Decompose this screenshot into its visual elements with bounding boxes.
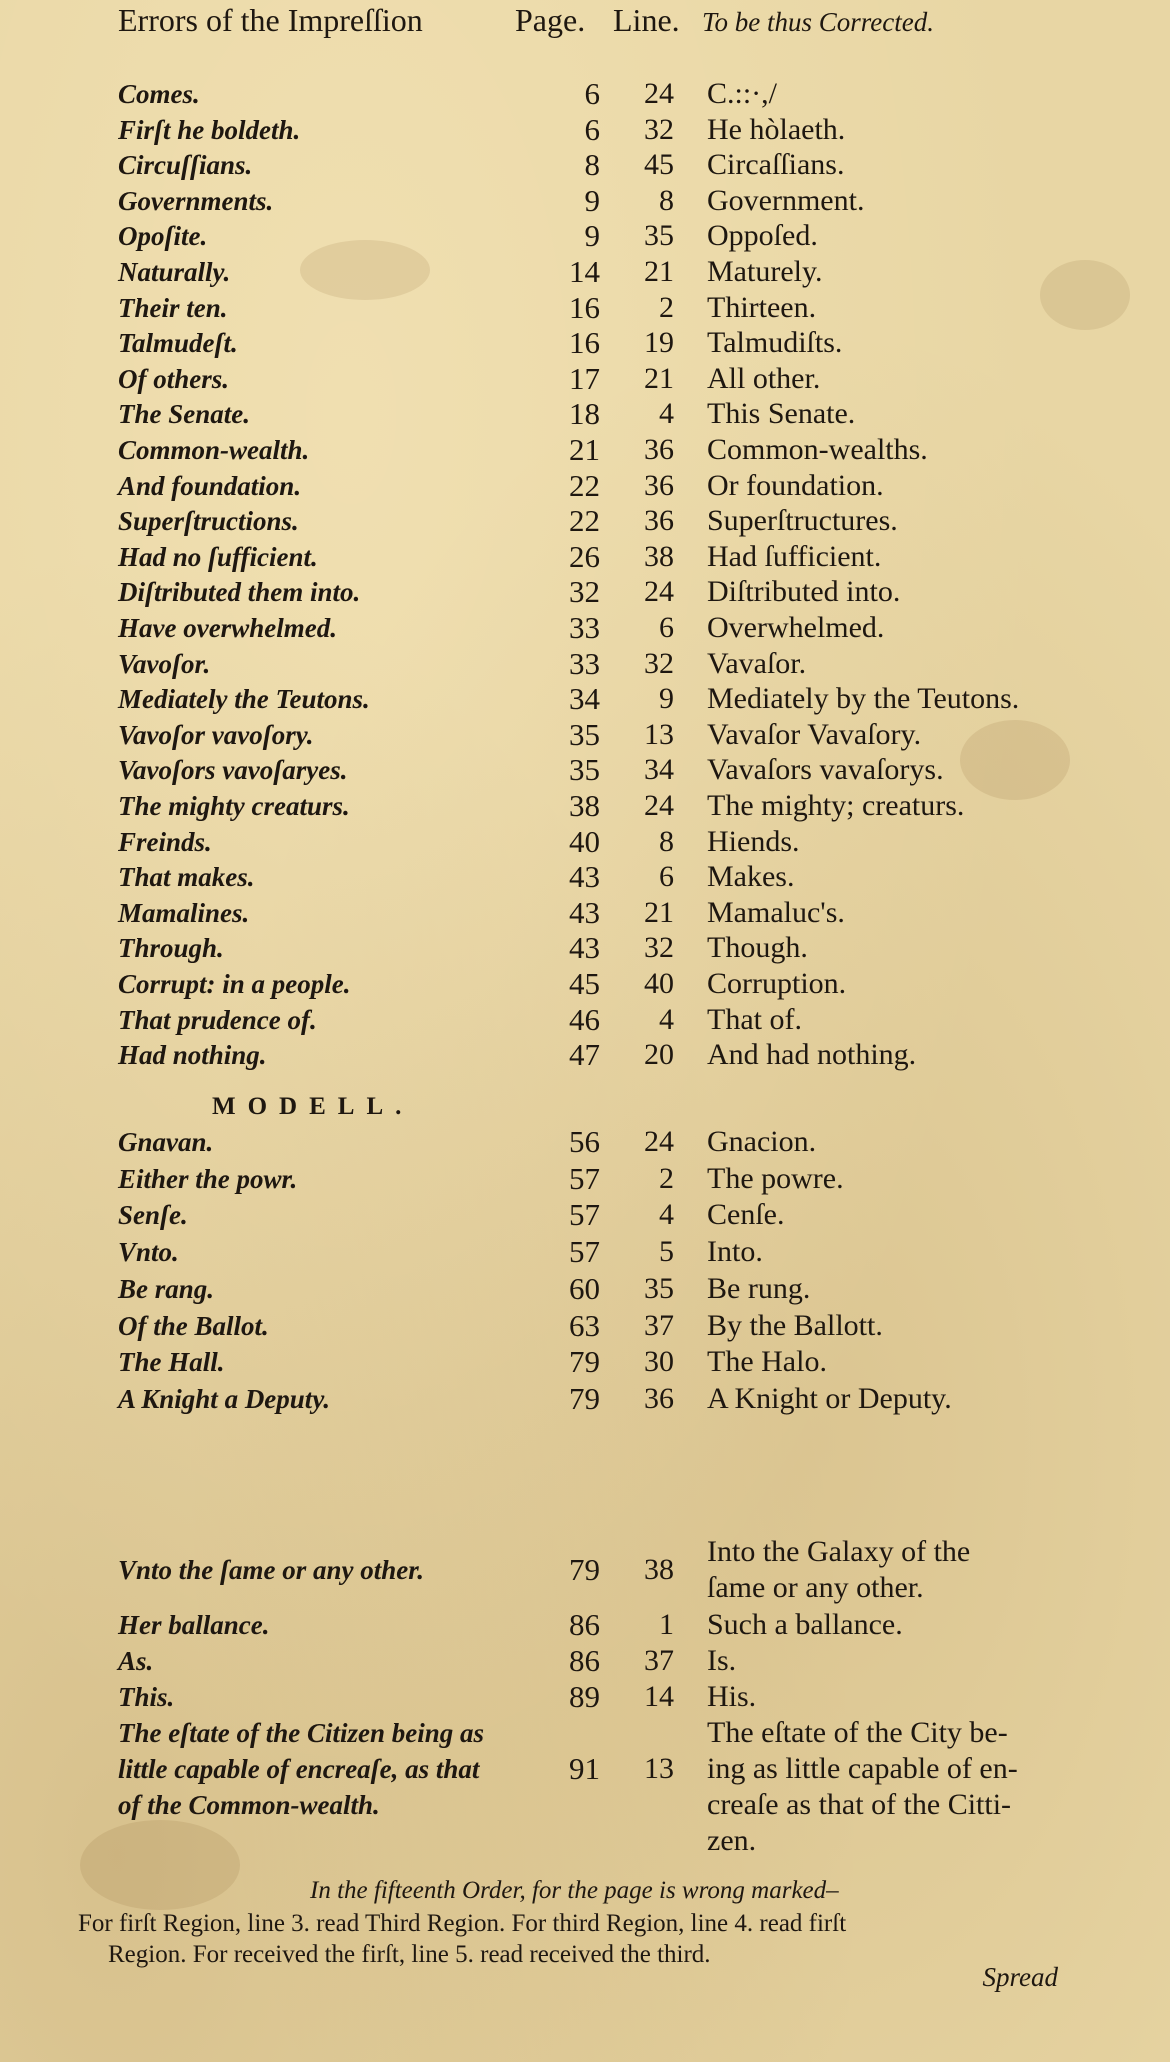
errata-row: [0, 1607, 1170, 1643]
errata-error: Mediately the Teutons.: [118, 684, 370, 715]
errata-row: [0, 290, 1170, 326]
errata-row: [0, 361, 1170, 397]
errata-line-number: 19: [644, 326, 674, 360]
errata-line-number: 8: [659, 183, 674, 217]
errata-line-number: 36: [644, 468, 674, 502]
errata-row: [0, 1344, 1170, 1380]
errata-page-number: 22: [569, 503, 600, 539]
errata-correction: Mediately by the Teutons.: [707, 682, 1020, 716]
errata-page-number: 63: [569, 1307, 600, 1343]
errata-page-number: 60: [569, 1270, 600, 1306]
errata-correction: Had ſufficient.: [707, 539, 882, 573]
errata-row: [0, 112, 1170, 148]
errata-correction: Talmudiſts.: [707, 326, 843, 360]
errata-error: Mamalines.: [118, 897, 250, 928]
correction-line: ſame or any other.: [707, 1571, 924, 1604]
errata-page-number: 91: [569, 1751, 600, 1786]
errata-correction: Makes.: [707, 860, 795, 894]
errata-line-number: 4: [659, 1198, 674, 1232]
errata-error: Opoſite.: [118, 221, 208, 252]
errata-line-number: 6: [659, 860, 674, 894]
errata-row: [0, 930, 1170, 966]
errata-line-number: 40: [644, 967, 674, 1000]
errata-error: Had no ſufficient.: [118, 541, 318, 572]
errata-page-number: 56: [569, 1124, 600, 1159]
errata-page-number: 79: [569, 1344, 600, 1380]
errata-line-number: 14: [644, 1680, 674, 1713]
errata-page-number: 32: [569, 574, 600, 610]
errata-page-number: 57: [569, 1160, 600, 1196]
header-page: Page.: [515, 2, 586, 38]
errata-correction: Vavaſors vavaſorys.: [707, 753, 944, 787]
errata-line-number: 37: [644, 1644, 674, 1677]
errata-line-number: 5: [659, 1235, 674, 1269]
errata-correction: His.: [707, 1680, 757, 1713]
errata-correction: Cenſe.: [707, 1198, 785, 1232]
errata-line-number: 32: [644, 931, 674, 965]
errata-page-number: 34: [569, 681, 600, 717]
errata-correction: Such a ballance.: [707, 1608, 903, 1641]
errata-correction: The Halo.: [707, 1345, 827, 1379]
errata-row: [0, 503, 1170, 539]
errata-line-number: 35: [644, 219, 674, 253]
errata-correction: He hòlaeth.: [707, 112, 846, 146]
errata-error: And foundation.: [118, 470, 302, 501]
errata-correction: Maturely.: [707, 255, 823, 288]
error-line: of the Common-wealth.: [118, 1790, 380, 1820]
errata-correction: Diſtributed into.: [707, 575, 901, 609]
errata-line-number: 37: [644, 1308, 674, 1342]
errata-error: Had nothing.: [118, 1040, 267, 1071]
errata-correction: Into.: [707, 1235, 763, 1269]
errata-line-number: 13: [644, 717, 674, 751]
errata-page-number: 18: [569, 396, 600, 432]
header-line: Line.: [613, 2, 680, 38]
errata-row: [0, 76, 1170, 112]
errata-row: [0, 1381, 1170, 1417]
errata-error: Diſtributed them into.: [118, 577, 361, 608]
correction-line: ing as little capable of en-: [707, 1752, 1018, 1785]
errata-page-number: 6: [584, 76, 600, 111]
stain: [80, 1820, 240, 1910]
errata-page-number: 57: [569, 1197, 600, 1233]
errata-error: Common-wealth.: [118, 435, 310, 465]
errata-error: Through.: [118, 933, 224, 964]
header-errors: Errors of the Impreſſion: [118, 2, 423, 38]
errata-error: Corrupt: in a people.: [118, 969, 351, 999]
errata-correction: And had nothing.: [707, 1038, 917, 1072]
errata-line-number: 8: [659, 824, 674, 858]
errata-page-number: 6: [584, 111, 600, 147]
errata-line-number: 21: [644, 361, 674, 395]
errata-row: [0, 895, 1170, 931]
errata-row: [0, 610, 1170, 646]
errata-line-number: 6: [659, 611, 674, 644]
errata-error: Talmudeſt.: [118, 328, 238, 359]
errata-error: Vavoſor vavoſory.: [118, 719, 314, 750]
correction-line: creaſe as that of the Citti-: [707, 1788, 1012, 1821]
errata-row: [0, 788, 1170, 824]
errata-line-number: 4: [659, 1002, 674, 1036]
errata-error: Superſtructions.: [118, 506, 299, 537]
errata-correction: Government.: [707, 183, 865, 217]
errata-row: [0, 1124, 1170, 1160]
errata-row: [0, 218, 1170, 254]
errata-correction: [707, 1534, 970, 1606]
errata-correction: Vavaſor.: [707, 646, 807, 680]
errata-line-number: 24: [644, 1125, 674, 1158]
errata-page-number: 14: [569, 254, 600, 289]
errata-correction: [707, 1715, 1018, 1859]
error-line: The eſtate of the Citizen being as: [118, 1718, 484, 1748]
errata-line-number: 36: [644, 1381, 674, 1415]
section-heading: MODELL.: [212, 1093, 414, 1120]
errata-error: Their ten.: [118, 292, 228, 323]
errata-page-number: 47: [569, 1037, 600, 1073]
errata-error: Her ballance.: [118, 1610, 270, 1640]
errata-row: [0, 966, 1170, 1002]
errata-error: Vavoſors vavoſaryes.: [118, 755, 348, 786]
errata-row: [0, 1037, 1170, 1073]
errata-row: [0, 1234, 1170, 1270]
errata-row: [0, 1161, 1170, 1197]
errata-correction: Circaſſians.: [707, 148, 845, 182]
errata-row: [0, 1643, 1170, 1679]
errata-correction: A Knight or Deputy.: [707, 1381, 952, 1415]
errata-error: A Knight a Deputy.: [118, 1383, 331, 1414]
errata-correction: The mighty; creaturs.: [707, 789, 965, 822]
errata-error: That makes.: [118, 862, 255, 893]
errata-row: [0, 752, 1170, 788]
errata-row: [0, 824, 1170, 860]
errata-line-number: 36: [644, 433, 674, 466]
errata-correction: Though.: [707, 931, 808, 965]
errata-correction: Vavaſor Vavaſory.: [707, 717, 922, 751]
errata-error: Vnto the ſame or any other.: [118, 1555, 425, 1585]
errata-page-number: 43: [569, 894, 600, 930]
errata-error: Freinds.: [118, 826, 212, 857]
errata-row: [0, 254, 1170, 290]
errata-correction: Gnacion.: [707, 1125, 817, 1158]
errata-correction: Thirteen.: [707, 290, 817, 324]
errata-page-number: 79: [569, 1380, 600, 1416]
errata-page-number: 21: [569, 432, 600, 467]
errata-row: [0, 681, 1170, 717]
errata-error: Governments.: [118, 185, 274, 216]
errata-page-number: 40: [569, 823, 600, 859]
errata-page-number: 38: [569, 788, 600, 823]
errata-correction: Is.: [707, 1644, 737, 1677]
errata-page-number: 57: [569, 1234, 600, 1270]
errata-correction: Be rung.: [707, 1271, 811, 1305]
catchword: Spread: [982, 1962, 1058, 1992]
errata-correction: Corruption.: [707, 967, 847, 1000]
errata-error: Circuſſians.: [118, 150, 253, 181]
errata-page-number: 43: [569, 930, 600, 966]
correction-line: Into the Galaxy of the: [707, 1535, 971, 1568]
errata-row: [0, 1271, 1170, 1307]
errata-row: [0, 1197, 1170, 1233]
errata-correction: Hiends.: [707, 824, 800, 858]
errata-page-number: 33: [569, 645, 600, 681]
errata-line-number: 1: [659, 1608, 674, 1641]
errata-line-number: 38: [644, 539, 674, 573]
errata-page-number: 43: [569, 859, 600, 895]
errata-line-number: 32: [644, 646, 674, 680]
errata-row: [0, 1679, 1170, 1715]
errata-page-number: 45: [569, 966, 600, 1001]
errata-row: [0, 646, 1170, 682]
errata-page-number: 16: [569, 325, 600, 361]
errata-page-number: 8: [584, 147, 600, 183]
errata-error: Have overwhelmed.: [118, 613, 337, 643]
errata-row: [0, 1002, 1170, 1038]
errata-error: Comes.: [118, 79, 200, 109]
errata-error: Senſe.: [118, 1200, 188, 1231]
errata-correction: All other.: [707, 361, 821, 395]
errata-error: Firſt he boldeth.: [118, 114, 301, 145]
errata-line-number: 4: [659, 397, 674, 431]
errata-line-number: 32: [644, 112, 674, 146]
correction-line: zen.: [707, 1824, 757, 1857]
errata-line-number: 2: [659, 1161, 674, 1195]
errata-correction: By the Ballott.: [707, 1308, 883, 1342]
errata-error: Naturally.: [118, 257, 231, 287]
errata-correction: Mamaluc's.: [707, 895, 845, 929]
errata-correction: Superſtructures.: [707, 504, 898, 538]
errata-page-number: 9: [584, 218, 600, 254]
errata-page-number: 16: [569, 289, 600, 325]
errata-error: As.: [118, 1646, 154, 1676]
errata-row: [0, 859, 1170, 895]
header-corrected: To be thus Corrected.: [702, 7, 935, 37]
errata-page-number: 89: [569, 1679, 600, 1714]
errata-line-number: 36: [644, 504, 674, 538]
errata-correction: Common-wealths.: [707, 433, 928, 466]
errata-correction: The powre.: [707, 1161, 844, 1195]
errata-line-number: 13: [644, 1752, 674, 1785]
errata-row: [0, 574, 1170, 610]
errata-row: [0, 396, 1170, 432]
errata-page-number: 35: [569, 752, 600, 788]
errata-correction: That of.: [707, 1002, 802, 1036]
errata-error: Of others.: [118, 363, 230, 394]
errata-line-number: 30: [644, 1345, 674, 1379]
errata-line-number: 24: [644, 575, 674, 609]
errata-line-number: 21: [644, 255, 674, 288]
errata-error: Vnto.: [118, 1237, 179, 1268]
note-line: Region. For received the firſt, line 5. read received the third.: [108, 1941, 711, 1968]
errata-row: [0, 183, 1170, 219]
errata-error: Gnavan.: [118, 1127, 214, 1157]
errata-row: [0, 1308, 1170, 1344]
errata-error: That prudence of.: [118, 1004, 317, 1035]
errata-page-number: 86: [569, 1643, 600, 1678]
errata-error: [118, 1715, 484, 1823]
correction-line: The eſtate of the City be-: [707, 1716, 1008, 1749]
errata-line-number: 38: [644, 1553, 674, 1586]
errata-line-number: 20: [644, 1038, 674, 1072]
errata-correction: Or foundation.: [707, 468, 884, 502]
errata-row: [0, 147, 1170, 183]
errata-error: Be rang.: [118, 1273, 215, 1304]
errata-row: [0, 432, 1170, 468]
errata-line-number: 24: [644, 77, 674, 110]
errata-error: The Senate.: [118, 399, 250, 430]
errata-page-number: 35: [569, 716, 600, 752]
errata-page-number: 26: [569, 538, 600, 574]
errata-correction: C.::·,/: [707, 77, 778, 110]
errata-page-number: 33: [569, 610, 600, 645]
errata-line-number: 35: [644, 1271, 674, 1305]
errata-line-number: 34: [644, 753, 674, 787]
errata-line-number: 24: [644, 789, 674, 822]
errata-row: [0, 325, 1170, 361]
errata-correction: Overwhelmed.: [707, 611, 885, 644]
errata-line-number: 2: [659, 290, 674, 324]
errata-page-number: 9: [584, 182, 600, 218]
errata-correction: This Senate.: [707, 397, 856, 431]
errata-error: Vavoſor.: [118, 648, 211, 679]
errata-line-number: 21: [644, 895, 674, 929]
note-line: For firſt Region, line 3. read Third Region. For third Region, line 4. read firſt: [78, 1910, 847, 1937]
errata-page-number: 79: [569, 1552, 600, 1587]
errata-error: The Hall.: [118, 1347, 225, 1378]
note-heading: In the fifteenth Order, for the page is wrong marked–: [310, 1877, 839, 1904]
error-line: little capable of encreaſe, as that: [118, 1754, 480, 1784]
errata-row: [0, 717, 1170, 753]
errata-row: [0, 539, 1170, 575]
errata-error: Either the powr.: [118, 1163, 298, 1194]
errata-error: Of the Ballot.: [118, 1310, 269, 1341]
errata-page-number: 46: [569, 1001, 600, 1037]
errata-error: This.: [118, 1682, 175, 1712]
errata-error: The mighty creaturs.: [118, 791, 350, 821]
errata-line-number: 9: [659, 682, 674, 716]
errata-page-number: 17: [569, 360, 600, 396]
errata-page-number: 22: [569, 467, 600, 503]
errata-correction: Oppoſed.: [707, 219, 818, 253]
errata-page-number: 86: [569, 1607, 600, 1642]
errata-line-number: 45: [644, 148, 674, 182]
errata-row: [0, 468, 1170, 504]
